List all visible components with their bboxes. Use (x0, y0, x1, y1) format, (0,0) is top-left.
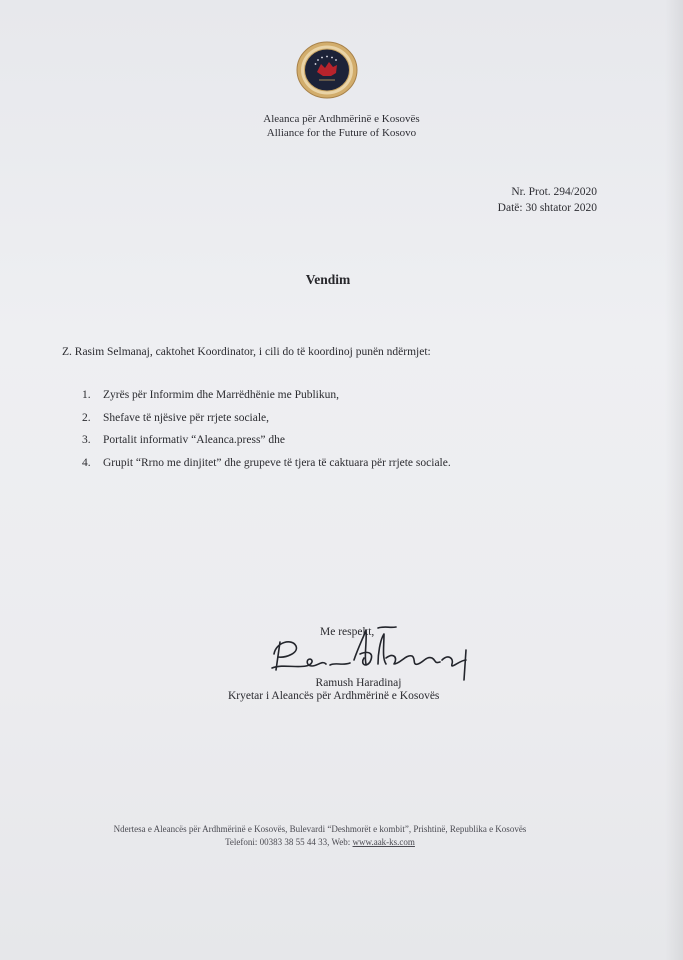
org-name-albanian: Aleanca për Ardhmërinë e Kosovës (263, 113, 420, 125)
decision-list (82, 389, 451, 479)
list-item-number: 3. (82, 434, 91, 446)
document-title: Vendim (305, 272, 351, 287)
list-item (82, 412, 451, 435)
closing-salutation: Me respekt, (320, 626, 375, 638)
decision-intro: Z. Rasim Selmanaj, caktohet Koordinator, i cili do të koordinoj punën ndërmjet: (62, 346, 431, 358)
handwritten-signature (266, 624, 486, 682)
protocol-number: Nr. Prot. 294/2020 (511, 186, 597, 198)
footer-phone: Telefoni: 00383 38 55 44 33, Web: (225, 837, 351, 847)
list-item (82, 457, 451, 480)
aak-seal-icon (296, 41, 358, 99)
list-item-text: Portalit informativ “Aleanca.press” dhe (103, 434, 286, 446)
list-item-text: Zyrës për Informim dhe Marrëdhënie me Publikun, (103, 389, 340, 401)
list-item-number: 1. (82, 389, 91, 401)
list-item (82, 434, 451, 457)
list-item-text: Shefave të njësive për rrjete sociale, (103, 411, 270, 424)
list-item-number: 4. (82, 456, 91, 469)
footer-contact (0, 837, 640, 847)
list-item-text: Grupit “Rrno me dinjitet” dhe grupeve të tjera të caktuara për rrjete sociale. (103, 456, 451, 469)
org-name-english: Alliance for the Future of Kosovo (266, 127, 417, 139)
signatory-name: Ramush Haradinaj (315, 677, 402, 689)
document-date: Datë: 30 shtator 2020 (497, 202, 597, 214)
signatory-title: Kryetar i Aleancës për Ardhmërinë e Kosovës (228, 690, 440, 702)
list-item-number: 2. (82, 411, 91, 424)
footer-address: Ndertesa e Aleancës për Ardhmërinë e Kosovës, Bulevardi “Deshmorët e kombit”, Prishtinë, Republika e Kosovës (113, 824, 527, 834)
footer-website-link[interactable]: www.aak-ks.com (352, 837, 415, 847)
list-item (82, 389, 451, 412)
page-edge-shadow (665, 0, 683, 960)
